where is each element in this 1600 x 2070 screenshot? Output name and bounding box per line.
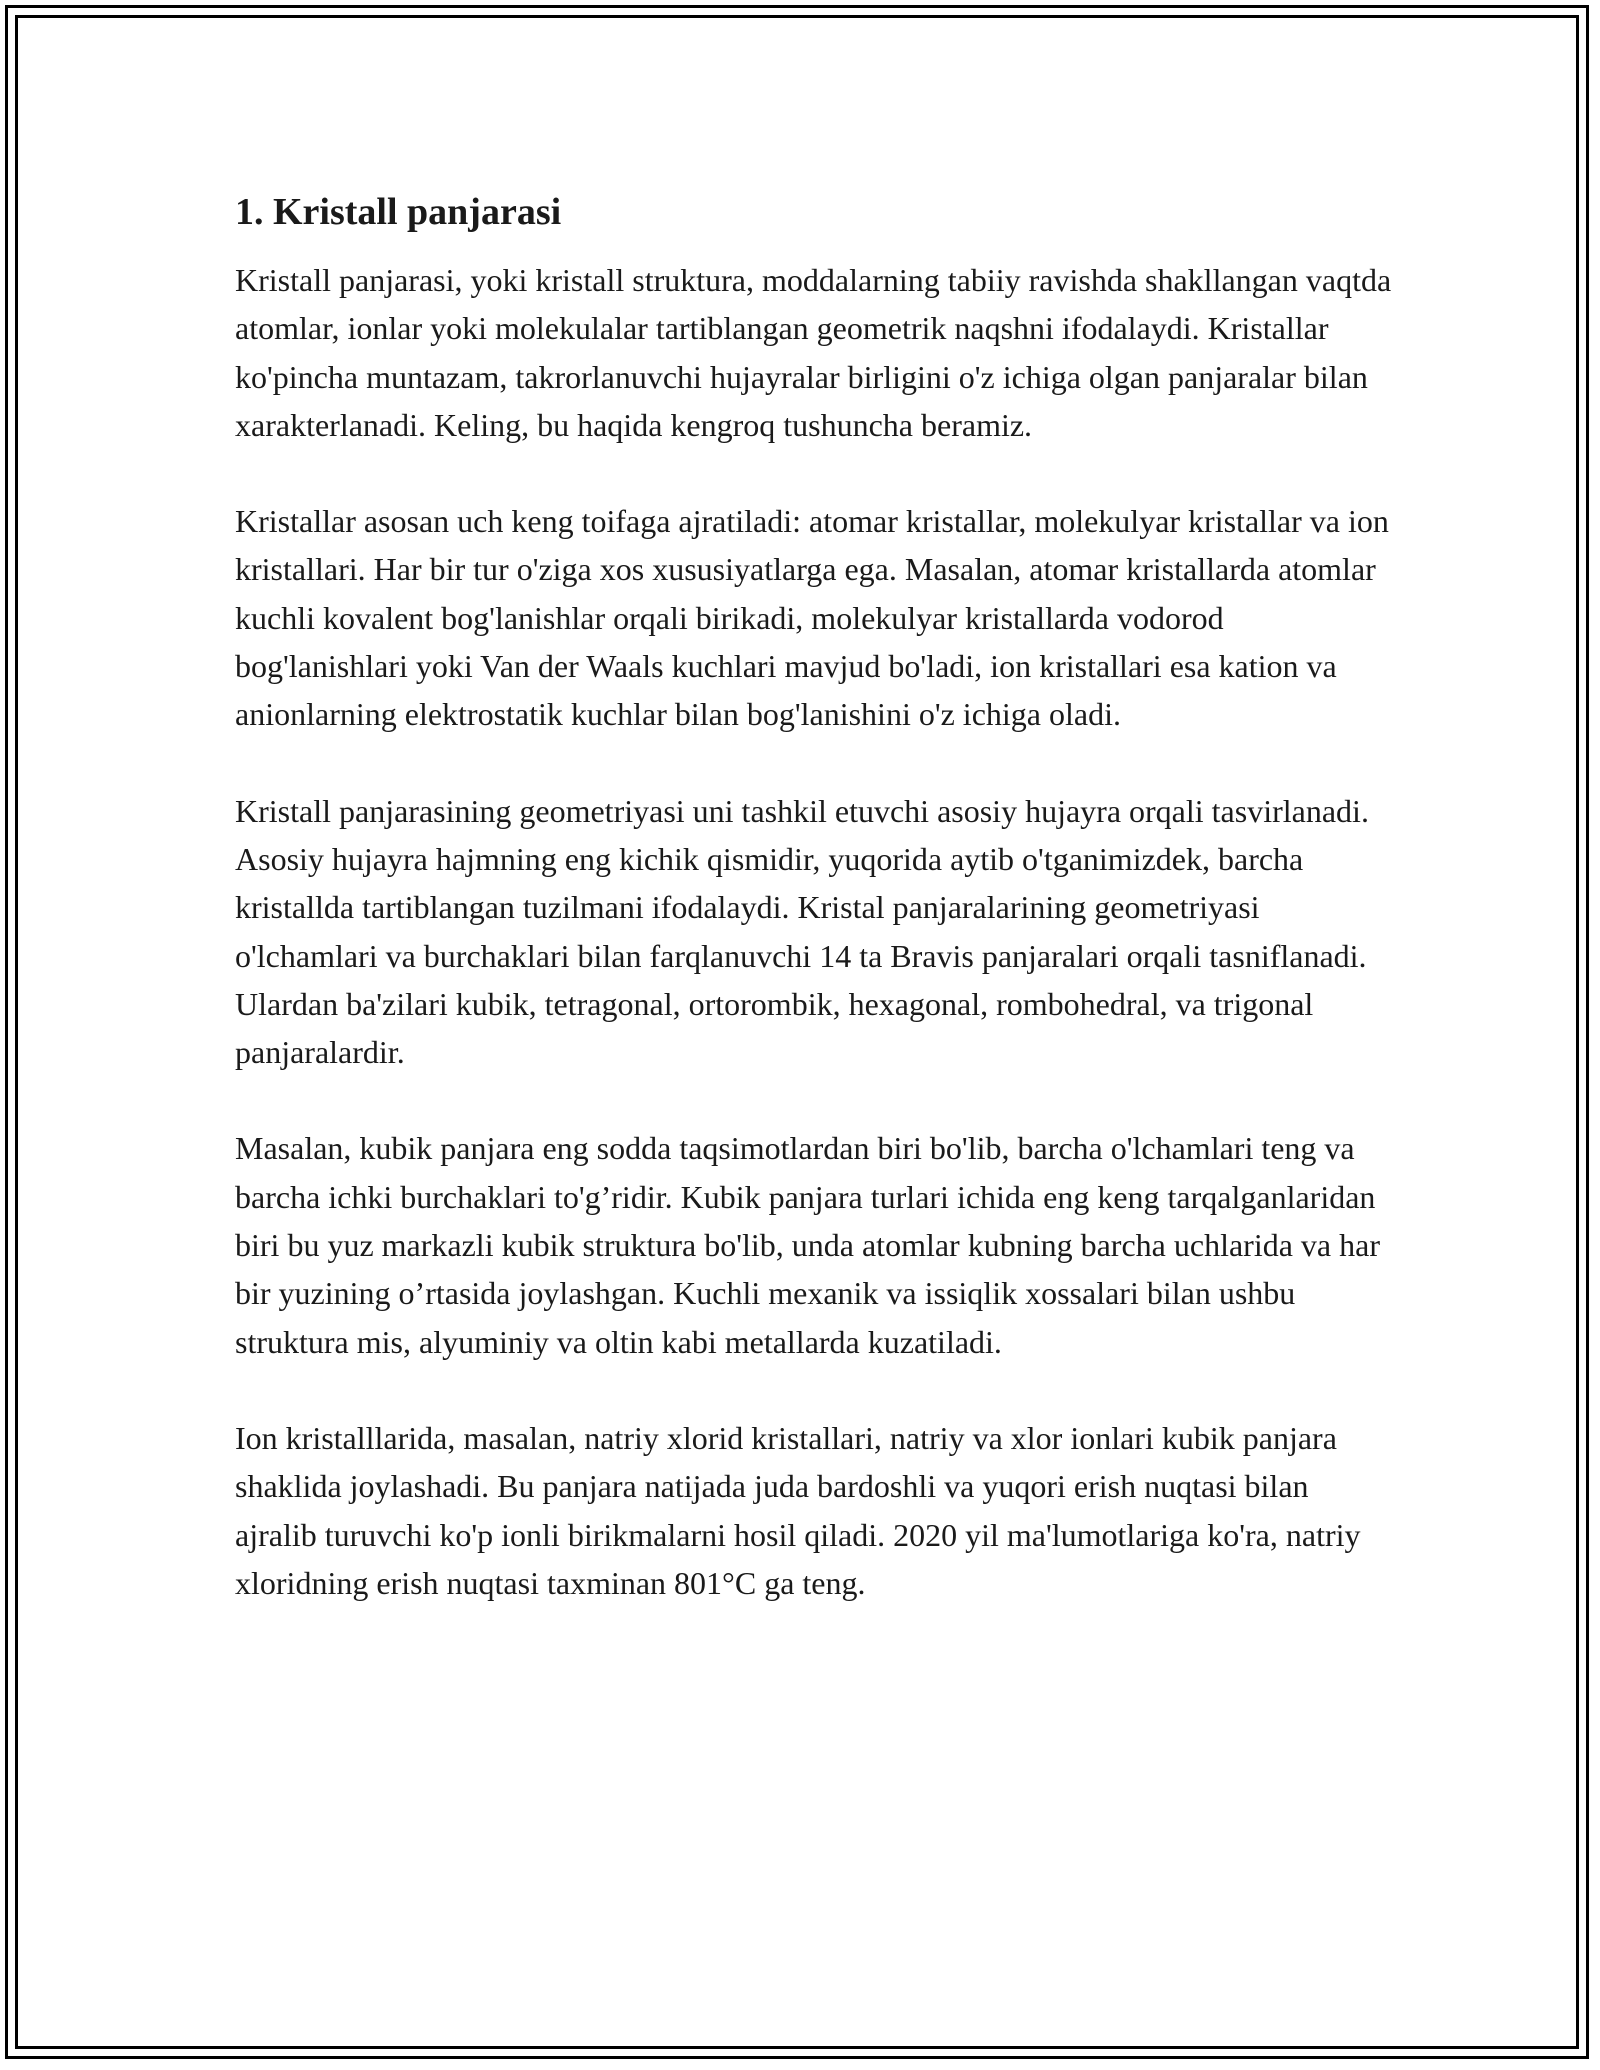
paragraph-5: Ion kristalllarida, masalan, natriy xlorid kristallari, natriy va xlor ionlari kubik panjara shaklida joylashadi. Bu panjara natijada juda bardoshli va yuqori erish nuqtasi bilan ajralib turuvchi ko'p ionli birikmalarni hosil qiladi. 2020 yil ma'lumotlariga ko'ra, natriy xloridning erish nuqtasi taxminan 801°C ga teng. (235, 1419, 1361, 1601)
section-heading: 1. Kristall panjarasi (235, 191, 562, 233)
paragraph-4: Masalan, kubik panjara eng sodda taqsimotlardan biri bo'lib, barcha o'lchamlari teng va barcha ichki burchaklari to'g’ridir. Kubik panjara turlari ichida eng keng tarqalganlaridan biri bu yuz markazli kubik struktura bo'lib, unda atomlar kubning barcha uchlarida va har bir yuzining o’rtasida joylashgan. Kuchli mexanik va issiqlik xossalari bilan ushbu struktura mis, alyuminiy va oltin kabi metallarda kuzatiladi. (235, 1130, 1380, 1360)
paragraph-2: Kristallar asosan uch keng toifaga ajratiladi: atomar kristallar, molekulyar kristallar va ion kristallari. Har bir tur o'ziga xos xususiyatlarga ega. Masalan, atomar kristallarda atomlar kuchli kovalent bog'lanishlar orqali birikadi, molekulyar kristallarda vodorod bog'lanishlari yoki Van der Waals kuchlari mavjud bo'ladi, ion kristallari esa kation va anionlarning elektrostatik kuchlar bilan bog'lanishini o'z ichiga oladi. (235, 503, 1389, 733)
document-body (235, 188, 1395, 1655)
paragraph-1: Kristall panjarasi, yoki kristall struktura, moddalarning tabiiy ravishda shakllangan vaqtda atomlar, ionlar yoki molekulalar tartiblangan geometrik naqshni ifodalaydi. Kristallar ko'pincha muntazam, takrorlanuvchi hujayralar birligini o'z ichiga olgan panjaralar bilan xarakterlanadi. Keling, bu haqida kengroq tushuncha beramiz. (235, 262, 1392, 443)
paragraph-3: Kristall panjarasining geometriyasi uni tashkil etuvchi asosiy hujayra orqali tasvirlanadi. Asosiy hujayra hajmning eng kichik qismidir, yuqorida aytib o'tganimizdek, barcha kristallda tartiblangan tuzilmani ifodalaydi. Kristal panjaralarining geometriyasi o'lchamlari va burchaklari bilan farqlanuvchi 14 ta Bravis panjaralari orqali tasniflanadi. Ulardan ba'zilari kubik, tetragonal, ortorombik, hexagonal, rombohedral, va trigonal panjaralardir. (235, 792, 1369, 1071)
